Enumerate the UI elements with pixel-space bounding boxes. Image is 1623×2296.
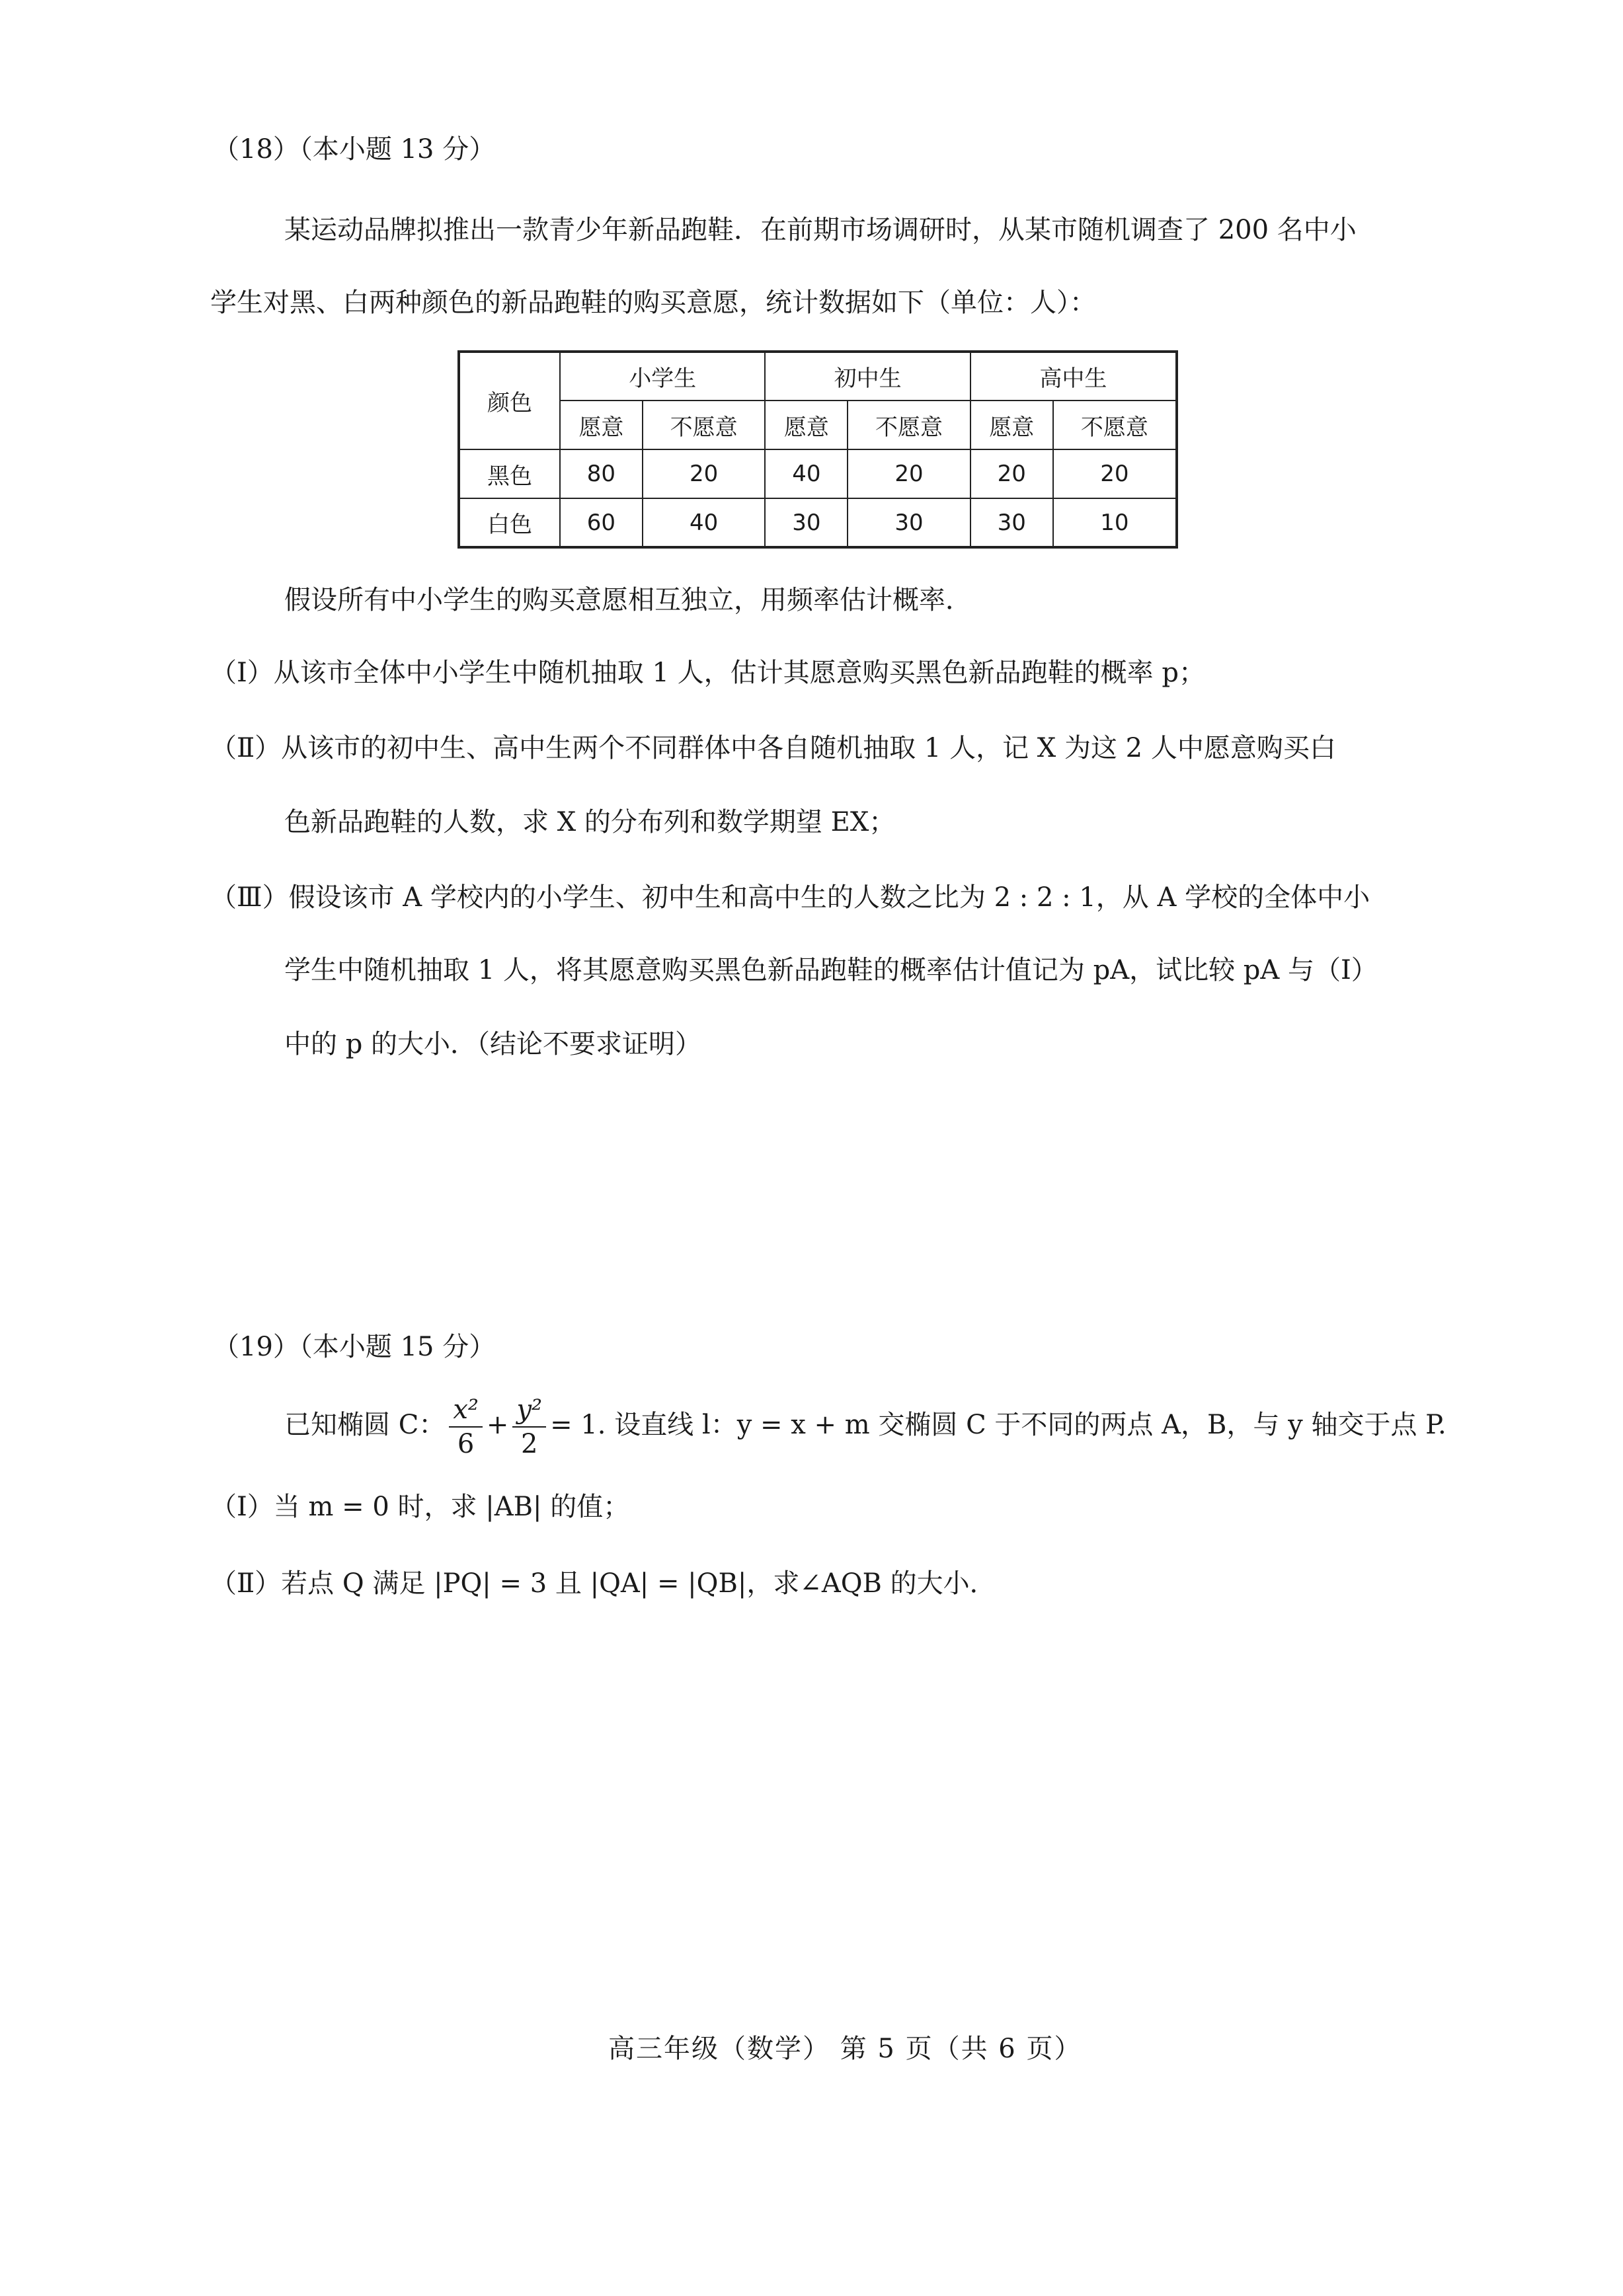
group-header-junior: 初中生 [765, 352, 970, 401]
q19-intro-prefix: 已知椭圆 C： [284, 1410, 446, 1440]
subheader: 愿意 [970, 401, 1053, 449]
fraction-denominator: 2 [521, 1429, 538, 1459]
table-cell: 40 [643, 498, 766, 547]
table-cell: 60 [560, 498, 643, 547]
fraction-x2-over-6 [449, 1393, 483, 1461]
page-footer: 高三年级（数学） 第 5 页（共 6 页） [608, 2034, 1082, 2064]
q18-part2-line1: （Ⅱ）从该市的初中生、高中生两个不同群体中各自随机抽取 1 人，记 X 为这 2 人中愿意购买白 [210, 733, 1336, 763]
q18-header: （18）（本小题 13 分） [213, 134, 496, 165]
table-cell: 20 [1053, 449, 1177, 498]
fraction-numerator: x² [449, 1393, 483, 1428]
q18-part3-line2: 学生中随机抽取 1 人，将其愿意购买黑色新品跑鞋的概率估计值记为 pA，试比较 pA 与（Ⅰ） [284, 955, 1378, 985]
table-cell: 10 [1053, 498, 1177, 547]
q19-intro [284, 1388, 1446, 1462]
q19-part2: （Ⅱ）若点 Q 满足 |PQ| = 3 且 |QA| = |QB|，求∠AQB 的大小． [210, 1568, 996, 1599]
q19-intro-suffix: = 1. 设直线 l：y = x + m 交椭圆 C 于不同的两点 A，B，与 y 轴交于点 P. [550, 1410, 1446, 1440]
fraction-numerator: y² [512, 1393, 546, 1428]
q18-intro-line2: 学生对黑、白两种颜色的新品跑鞋的购买意愿，统计数据如下（单位：人）： [210, 287, 1096, 318]
plus-sign: + [486, 1410, 509, 1440]
fraction-denominator: 6 [457, 1429, 475, 1459]
table-cell: 30 [848, 498, 970, 547]
table-cell: 20 [970, 449, 1053, 498]
table-cell: 40 [765, 449, 848, 498]
subheader: 愿意 [765, 401, 848, 449]
subheader: 愿意 [560, 401, 643, 449]
table-row [459, 498, 1177, 547]
group-header-primary: 小学生 [560, 352, 765, 401]
q18-assumption: 假设所有中小学生的购买意愿相互独立，用频率估计概率． [284, 585, 972, 615]
q18-part3-line1: （Ⅲ）假设该市 A 学校内的小学生、初中生和高中生的人数之比为 2 : 2 : 1，从 A 学校的全体中小 [210, 882, 1370, 913]
q18-part2-line2: 色新品跑鞋的人数，求 X 的分布列和数学期望 EX； [284, 807, 896, 837]
q18-part1: （Ⅰ）从该市全体中小学生中随机抽取 1 人，估计其愿意购买黑色新品跑鞋的概率 p； [210, 658, 1205, 688]
q18-intro-line1: 某运动品牌拟推出一款青少年新品跑鞋．在前期市场调研时，从某市随机调查了 200 名中小 [284, 215, 1357, 245]
table-corner: 颜色 [459, 352, 560, 449]
table-cell: 80 [560, 449, 643, 498]
subheader: 不愿意 [1053, 401, 1177, 449]
row-label: 白色 [459, 498, 560, 547]
table-cell: 20 [643, 449, 766, 498]
table-row [459, 449, 1177, 498]
group-header-senior: 高中生 [970, 352, 1177, 401]
q19-part1: （Ⅰ）当 m = 0 时，求 |AB| 的值； [210, 1492, 630, 1522]
row-label: 黑色 [459, 449, 560, 498]
q18-part3-line3: 中的 p 的大小．（结论不要求证明） [284, 1029, 702, 1059]
fraction-y2-over-2 [512, 1393, 546, 1461]
table-cell: 30 [970, 498, 1053, 547]
subheader: 不愿意 [643, 401, 766, 449]
survey-table [457, 350, 1178, 549]
q19-header: （19）（本小题 15 分） [213, 1332, 496, 1362]
subheader: 不愿意 [848, 401, 970, 449]
table-cell: 30 [765, 498, 848, 547]
table-cell: 20 [848, 449, 970, 498]
